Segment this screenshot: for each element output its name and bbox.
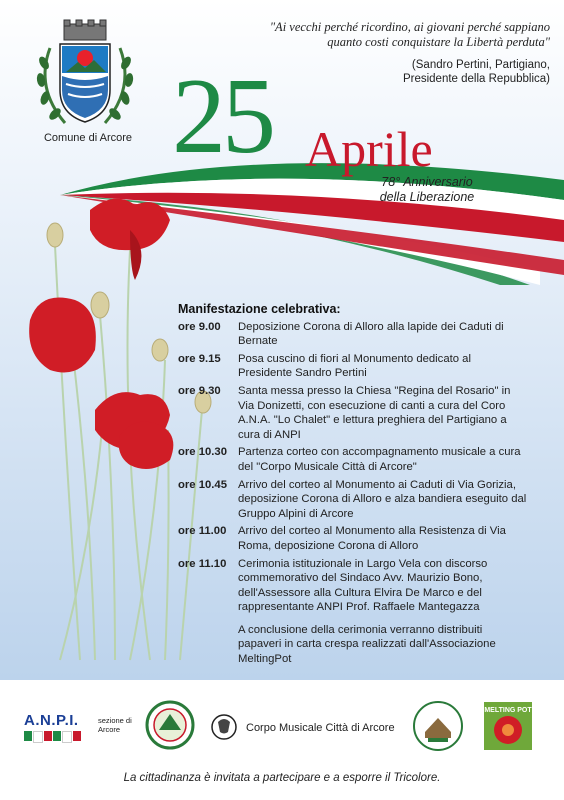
event-row — [178, 320, 528, 349]
program-heading: Manifestazione celebrativa: — [178, 302, 341, 316]
corpo-musicale-logo — [210, 712, 238, 742]
event-row — [178, 445, 528, 474]
event-text: Deposizione Corona di Alloro alla lapide dei Caduti di Bernate — [238, 320, 504, 348]
quote-source-line-1: (Sandro Pertini, Partigiano, — [411, 59, 550, 71]
melting-pot-label: MELTING POT — [484, 707, 532, 714]
quote-source-line-2: Presidente della Repubblica) — [402, 73, 550, 85]
event-time: ore 9.15 — [178, 352, 221, 365]
event-text: Cerimonia istituzionale in Largo Vela con discorso commemorativo del Sindaco Avv. Maurizio Bono, dell'Assessore alla Cultura Elvira De Marco e del rappresentante ANPI Prof. Raffaele Mantegazza — [238, 557, 488, 614]
program — [178, 302, 528, 667]
quote-line-2: quanto costi conquistare la Libertà perduta" — [327, 35, 550, 49]
comune-crest-icon — [30, 18, 140, 136]
anniversary — [362, 175, 492, 205]
anniversary-line-1: 78° Anniversario — [381, 175, 473, 189]
anpi-logo — [24, 712, 94, 743]
anpi-section-line-2: Arcore — [98, 725, 121, 734]
quote — [220, 20, 550, 50]
anpi-flags — [24, 731, 94, 743]
event-text: Arrivo del corteo al Monumento ai Caduti di Via Gorizia, deposizione Corona di Alloro e alza bandiera eseguito dal Gruppo Alpini di Arcore — [238, 478, 527, 520]
event-time: ore 9.30 — [178, 384, 221, 397]
event-row — [178, 478, 528, 522]
closing-note: A conclusione della cerimonia verranno distribuiti papaveri in carta crespa realizzati dall'Associazione MeltingPot — [238, 623, 496, 666]
corpo-musicale-label: Corpo Musicale Città di Arcore — [246, 722, 395, 734]
event-text: Partenza corteo con accompagnamento musicale a cura del "Corpo Musicale Città di Arcore" — [238, 446, 521, 473]
event-row — [178, 524, 528, 553]
anpi-section — [98, 716, 132, 734]
quote-source — [290, 58, 550, 86]
anpi-title: A.N.P.I. — [24, 712, 79, 729]
ana-lo-chalet-logo — [413, 700, 463, 752]
anpi-section-line-1: sezione di — [98, 716, 132, 725]
event-time: ore 10.30 — [178, 446, 227, 459]
event-row — [178, 384, 528, 442]
event-time: ore 11.00 — [178, 525, 227, 538]
event-time: ore 11.10 — [178, 557, 227, 570]
event-text: Posa cuscino di fiori al Monumento dedicato al Presidente Sandro Pertini — [238, 352, 471, 380]
title-day: 25 — [172, 57, 272, 176]
event-time: ore 9.00 — [178, 320, 221, 333]
invitation-line: La cittadinanza è invitata a partecipare e a esporre il Tricolore. — [123, 772, 441, 784]
alpini-logo — [145, 700, 195, 750]
event-row — [178, 557, 528, 615]
comune-label: Comune di Arcore — [43, 132, 133, 144]
melting-pot-logo — [484, 702, 532, 750]
quote-line-1: "Ai vecchi perché ricordino, ai giovani perché sappiano — [269, 20, 550, 34]
event-text: Santa messa presso la Chiesa "Regina del Rosario" in Via Donizetti, con esecuzione di canti a cura del Coro A.N.A. "Lo Chalet" e lettura preghiera del Partigiano a cura di ANPI — [238, 384, 511, 441]
event-row — [178, 352, 528, 381]
title-month: Aprile — [305, 121, 433, 177]
event-time: ore 10.45 — [178, 478, 227, 491]
anniversary-line-2: della Liberazione — [379, 190, 475, 204]
event-text: Arrivo del corteo al Monumento alla Resistenza di Via Roma, deposizione Corona di Alloro — [238, 525, 506, 552]
